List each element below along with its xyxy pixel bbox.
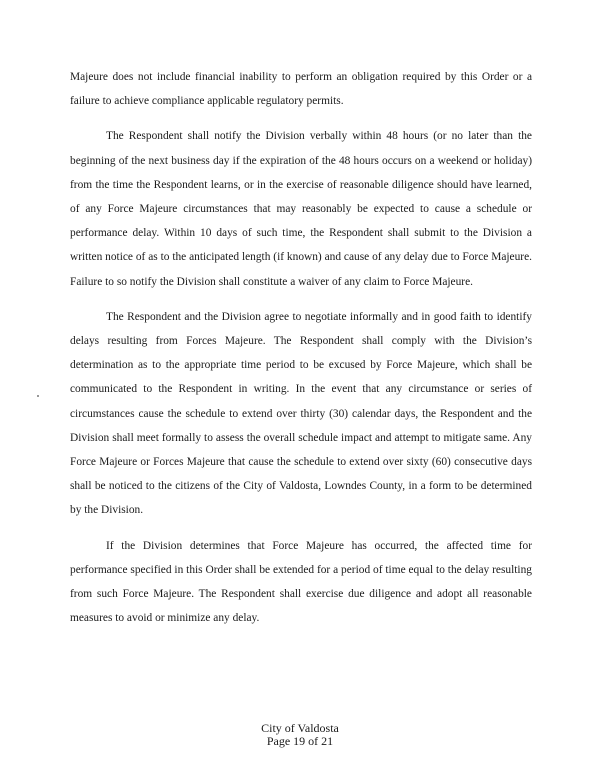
footer-entity-name: City of Valdosta <box>261 721 339 735</box>
scan-speck <box>37 395 39 397</box>
paragraph-continuation: Majeure does not include financial inability to perform an obligation required by this Order or a failure to achieve compliance applicable regulatory permits. <box>70 71 532 108</box>
page-footer <box>0 722 600 748</box>
paragraph-notification: The Respondent shall notify the Division verbally within 48 hours (or no later than the beginning of the next business day if the expiration of the 48 hours occurs on a weekend or holiday) from the time the Respondent learns, or in the exercise of reasonable diligence should have learned, of any Force Majeure circumstances that may reasonably be expected to cause a schedule or performance delay. Within 10 days of such time, the Respondent shall submit to the Division a written notice of as to the anticipated length (if known) and cause of any delay due to Force Majeure. Failure to so notify the Division shall constitute a waiver of any claim to Force Majeure. <box>70 130 532 288</box>
page-number: Page 19 of 21 <box>266 734 334 748</box>
document-body <box>70 65 532 641</box>
paragraph-negotiation: The Respondent and the Division agree to negotiate informally and in good faith to identify delays resulting from Forces Majeure. The Respondent shall comply with the Division’s determination as to the appropriate time period to be excused by Force Majeure, which shall be communicated to the Respondent in writing. In the event that any circumstance or series of circumstances cause the schedule to extend over thirty (30) calendar days, the Respondent and the Division shall meet formally to assess the overall schedule impact and attempt to mitigate same. Any Force Majeure or Forces Majeure that cause the schedule to extend over sixty (60) consecutive days shall be noticed to the citizens of the City of Valdosta, Lowndes County, in a form to be determined by the Division. <box>70 310 532 517</box>
paragraph-extension: If the Division determines that Force Majeure has occurred, the affected time for performance specified in this Order shall be extended for a period of time equal to the delay resulting from such Force Majeure. The Respondent shall exercise due diligence and adopt all reasonable measures to avoid or minimize any delay. <box>70 539 532 625</box>
